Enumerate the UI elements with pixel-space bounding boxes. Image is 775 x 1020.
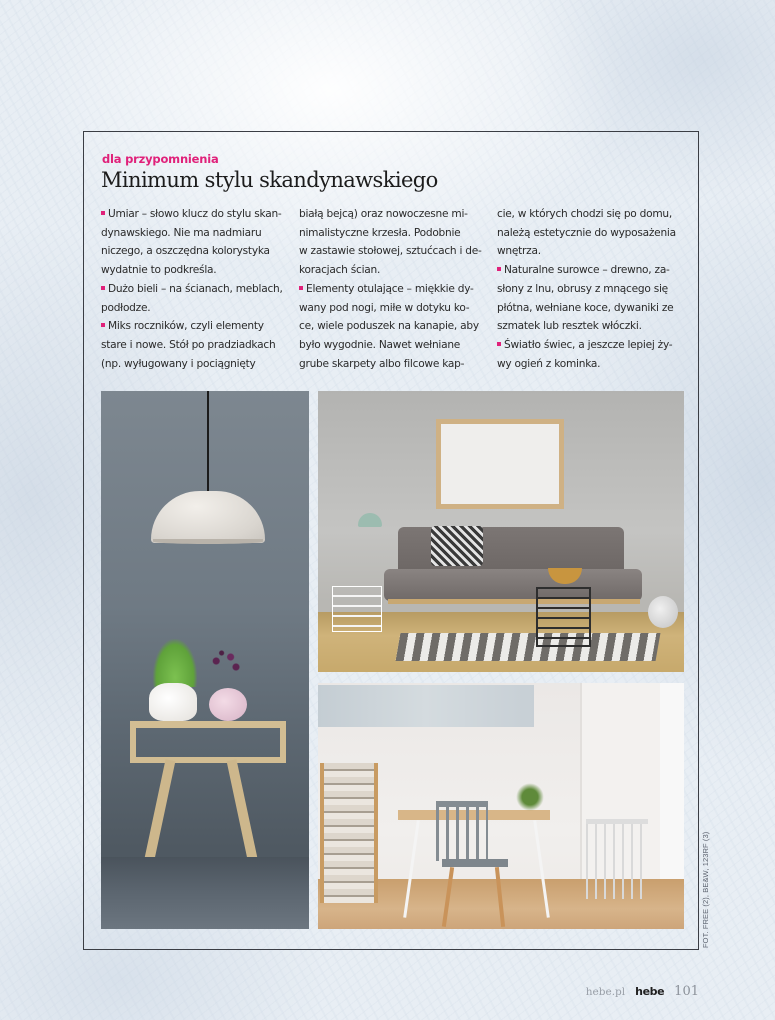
photo-credit: FOT. FREE (2), BE&W, 123RF (3) xyxy=(701,831,710,948)
white-wire-table xyxy=(332,586,382,632)
white-floor-vase xyxy=(648,596,678,628)
text-line: słony z lnu, obrusy z mnącego się xyxy=(497,282,668,295)
article-headline: Minimum stylu skandynawskiego xyxy=(101,168,438,192)
text-line: ce, wiele poduszek na kanapie, aby xyxy=(299,320,479,333)
text-line: stare i nowe. Stół po pradziadkach xyxy=(101,338,276,351)
text-line: wydatnie to podkreśla. xyxy=(101,264,217,277)
white-door xyxy=(660,683,684,903)
background-chair xyxy=(586,819,648,899)
text-line: należą estetycznie do wyposażenia xyxy=(497,226,676,239)
text-line: nimalistyczne krzesła. Podobnie xyxy=(299,226,461,239)
wall-artwork xyxy=(318,685,534,727)
text-line: cie, w których chodzi się po domu, xyxy=(497,208,672,220)
text-line: (np. wyługowany i pociągnięty xyxy=(101,357,256,370)
text-line: Światło świec, a jeszcze lepiej ży- xyxy=(497,336,689,355)
text-line: Dużo bieli – na ścianach, meblach, xyxy=(101,280,289,299)
text-line: wy ogień z kominka. xyxy=(497,357,601,370)
bullet-square-icon xyxy=(299,286,303,290)
purple-flowers xyxy=(209,649,245,689)
text-line: koracjach ścian. xyxy=(299,264,381,277)
grey-chair-seat xyxy=(442,859,508,867)
text-line: Miks roczników, czyli elementy xyxy=(101,317,289,336)
text-line: wany pod nogi, miłe w dotyku ko- xyxy=(299,301,470,314)
text-line: dynawskiego. Nie ma nadmiaru xyxy=(101,226,262,239)
text-line: białą bejcą) oraz nowoczesne mi- xyxy=(299,208,468,220)
bullet-square-icon xyxy=(497,267,501,271)
text-column-1 xyxy=(101,205,289,373)
text-line: było wygodnie. Nawet wełniane xyxy=(299,338,461,351)
potted-plant xyxy=(516,783,544,811)
lamp-cord xyxy=(207,391,209,493)
text-line: Elementy otulające – miękkie dy- xyxy=(299,280,487,299)
photo-pendant-lamp-side-table xyxy=(101,391,309,929)
bullet-square-icon xyxy=(101,211,105,215)
photo-desk-room xyxy=(318,683,684,929)
patterned-pillow xyxy=(431,526,483,566)
pink-vase xyxy=(209,688,247,721)
text-column-2 xyxy=(299,205,487,373)
text-line: w zastawie stołowej, sztućcach i de- xyxy=(299,245,482,258)
grey-chair-back xyxy=(436,801,488,861)
page-number: 101 xyxy=(674,984,699,999)
bullet-square-icon xyxy=(101,323,105,327)
text-line: podłodze. xyxy=(101,301,151,314)
text-line: płótna, wełniane koce, dywaniki ze xyxy=(497,301,674,314)
text-column-3 xyxy=(497,205,689,373)
text-line: szmatek lub resztek włóczki. xyxy=(497,320,642,333)
text-line: wnętrza. xyxy=(497,245,541,258)
footer-site-link[interactable]: hebe.pl xyxy=(585,986,626,998)
side-table xyxy=(130,721,286,763)
bullet-square-icon xyxy=(101,286,105,290)
photo-sofa-living-room xyxy=(318,391,684,672)
page-footer xyxy=(586,984,699,999)
floor xyxy=(101,857,309,929)
plant xyxy=(153,639,197,687)
pendant-lamp-shade xyxy=(151,491,265,543)
bullet-square-icon xyxy=(497,342,501,346)
bookshelf xyxy=(320,763,378,903)
white-vase xyxy=(149,683,197,721)
sofa-base xyxy=(388,599,640,604)
footer-brand-logo: hebe xyxy=(635,985,665,998)
black-wire-table xyxy=(536,587,591,647)
text-line: niczego, a oszczędna kolorystyka xyxy=(101,245,270,258)
text-line: Umiar – słowo klucz do stylu skan- xyxy=(101,205,289,224)
empty-picture-frame xyxy=(436,419,564,509)
text-line: Naturalne surowce – drewno, za- xyxy=(497,261,689,280)
text-line: grube skarpety albo filcowe kap- xyxy=(299,357,465,370)
mint-desk-lamp xyxy=(358,513,382,527)
triangle-rug xyxy=(396,633,661,661)
section-kicker: dla przypomnienia xyxy=(102,152,219,166)
sofa-seat xyxy=(384,569,642,601)
pendant-lamp-rim xyxy=(153,539,263,544)
